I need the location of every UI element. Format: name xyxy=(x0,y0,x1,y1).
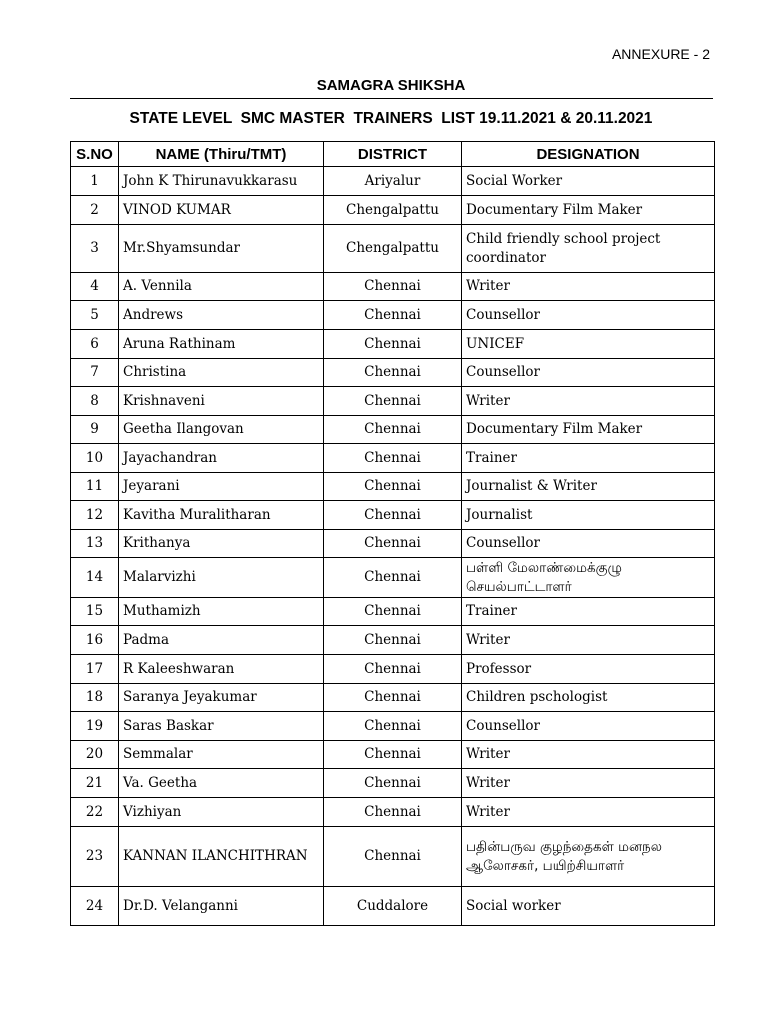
sno-cell: 16 xyxy=(71,626,119,655)
district-cell: Chennai xyxy=(324,530,462,558)
table-row xyxy=(71,225,715,273)
district-cell: Cuddalore xyxy=(324,887,462,926)
column-header-name: NAME (Thiru/TMT) xyxy=(119,142,324,167)
name-cell: Saras Baskar xyxy=(119,712,324,741)
table-row xyxy=(71,167,715,196)
sno-cell: 10 xyxy=(71,444,119,473)
designation-cell: Writer xyxy=(462,741,715,769)
table-row xyxy=(71,558,715,598)
district-cell: Ariyalur xyxy=(324,167,462,196)
table-row xyxy=(71,598,715,626)
sno-cell: 24 xyxy=(71,887,119,926)
name-cell: R Kaleeshwaran xyxy=(119,655,324,684)
column-header-sno: S.NO xyxy=(71,142,119,167)
designation-cell: Child friendly school project coordinator xyxy=(462,225,715,273)
name-cell: Va. Geetha xyxy=(119,769,324,798)
designation-cell: Writer xyxy=(462,273,715,301)
sno-cell: 21 xyxy=(71,769,119,798)
sno-cell: 18 xyxy=(71,684,119,712)
sno-cell: 4 xyxy=(71,273,119,301)
name-cell: Geetha Ilangovan xyxy=(119,416,324,444)
name-cell: Saranya Jeyakumar xyxy=(119,684,324,712)
sno-cell: 6 xyxy=(71,330,119,359)
district-cell: Chennai xyxy=(324,473,462,501)
table-row xyxy=(71,684,715,712)
district-cell: Chengalpattu xyxy=(324,196,462,225)
sno-cell: 12 xyxy=(71,501,119,530)
table-row xyxy=(71,473,715,501)
table-row xyxy=(71,444,715,473)
sno-cell: 19 xyxy=(71,712,119,741)
name-cell: Malarvizhi xyxy=(119,558,324,598)
designation-cell: Trainer xyxy=(462,598,715,626)
annexure-label: ANNEXURE - 2 xyxy=(611,46,710,62)
table-row xyxy=(71,887,715,926)
district-cell: Chennai xyxy=(324,769,462,798)
district-cell: Chennai xyxy=(324,273,462,301)
designation-cell: Counsellor xyxy=(462,530,715,558)
name-cell: Krishnaveni xyxy=(119,387,324,416)
organization-title: SAMAGRA SHIKSHA xyxy=(316,77,466,94)
district-cell: Chennai xyxy=(324,301,462,330)
table-row xyxy=(71,741,715,769)
district-cell: Chennai xyxy=(324,684,462,712)
sno-cell: 23 xyxy=(71,827,119,887)
sno-cell: 22 xyxy=(71,798,119,827)
table-row xyxy=(71,330,715,359)
designation-cell: Documentary Film Maker xyxy=(462,416,715,444)
designation-cell: Writer xyxy=(462,769,715,798)
name-cell: Jayachandran xyxy=(119,444,324,473)
designation-cell: Journalist & Writer xyxy=(462,473,715,501)
name-cell: Vizhiyan xyxy=(119,798,324,827)
name-cell: KANNAN ILANCHITHRAN xyxy=(119,827,324,887)
table-row xyxy=(71,769,715,798)
name-cell: Christina xyxy=(119,359,324,387)
designation-cell: Writer xyxy=(462,387,715,416)
name-cell: Mr.Shyamsundar xyxy=(119,225,324,273)
sno-cell: 2 xyxy=(71,196,119,225)
column-header-district: DISTRICT xyxy=(324,142,462,167)
table-row xyxy=(71,501,715,530)
designation-cell: Trainer xyxy=(462,444,715,473)
district-cell: Chennai xyxy=(324,330,462,359)
table-body xyxy=(71,167,715,926)
district-cell: Chennai xyxy=(324,444,462,473)
sno-cell: 7 xyxy=(71,359,119,387)
table-row xyxy=(71,196,715,225)
name-cell: Aruna Rathinam xyxy=(119,330,324,359)
designation-cell: Social Worker xyxy=(462,167,715,196)
table-row xyxy=(71,273,715,301)
designation-cell: Counsellor xyxy=(462,712,715,741)
table-row xyxy=(71,827,715,887)
table-row xyxy=(71,416,715,444)
designation-cell: Journalist xyxy=(462,501,715,530)
sno-cell: 5 xyxy=(71,301,119,330)
name-cell: Jeyarani xyxy=(119,473,324,501)
table-row xyxy=(71,712,715,741)
column-header-designation: DESIGNATION xyxy=(462,142,715,167)
sno-cell: 11 xyxy=(71,473,119,501)
district-cell: Chennai xyxy=(324,359,462,387)
name-cell: Semmalar xyxy=(119,741,324,769)
designation-cell: Documentary Film Maker xyxy=(462,196,715,225)
district-cell: Chennai xyxy=(324,712,462,741)
designation-cell: Writer xyxy=(462,798,715,827)
designation-cell: Children pschologist xyxy=(462,684,715,712)
district-cell: Chennai xyxy=(324,798,462,827)
district-cell: Chennai xyxy=(324,558,462,598)
district-cell: Chennai xyxy=(324,827,462,887)
table-header-row xyxy=(71,142,715,167)
sno-cell: 14 xyxy=(71,558,119,598)
table-row xyxy=(71,798,715,827)
table-row xyxy=(71,626,715,655)
table-row xyxy=(71,530,715,558)
trainers-table xyxy=(70,141,715,926)
district-cell: Chennai xyxy=(324,598,462,626)
table-row xyxy=(71,359,715,387)
name-cell: Andrews xyxy=(119,301,324,330)
name-cell: Krithanya xyxy=(119,530,324,558)
district-cell: Chennai xyxy=(324,741,462,769)
district-cell: Chennai xyxy=(324,501,462,530)
sno-cell: 15 xyxy=(71,598,119,626)
sno-cell: 17 xyxy=(71,655,119,684)
designation-cell: Social worker xyxy=(462,887,715,926)
designation-cell: Counsellor xyxy=(462,301,715,330)
designation-cell: Professor xyxy=(462,655,715,684)
sno-cell: 20 xyxy=(71,741,119,769)
designation-cell: Counsellor xyxy=(462,359,715,387)
district-cell: Chennai xyxy=(324,655,462,684)
sno-cell: 3 xyxy=(71,225,119,273)
title-divider xyxy=(70,98,713,99)
name-cell: VINOD KUMAR xyxy=(119,196,324,225)
district-cell: Chennai xyxy=(324,387,462,416)
name-cell: Dr.D. Velanganni xyxy=(119,887,324,926)
name-cell: Padma xyxy=(119,626,324,655)
district-cell: Chengalpattu xyxy=(324,225,462,273)
table-row xyxy=(71,301,715,330)
sno-cell: 9 xyxy=(71,416,119,444)
sno-cell: 13 xyxy=(71,530,119,558)
name-cell: Kavitha Muralitharan xyxy=(119,501,324,530)
district-cell: Chennai xyxy=(324,626,462,655)
sno-cell: 1 xyxy=(71,167,119,196)
designation-cell: Writer xyxy=(462,626,715,655)
list-title: STATE LEVEL SMC MASTER TRAINERS LIST 19.11.2021 & 20.11.2021 xyxy=(129,110,653,127)
table-row xyxy=(71,387,715,416)
name-cell: A. Vennila xyxy=(119,273,324,301)
district-cell: Chennai xyxy=(324,416,462,444)
designation-cell: பள்ளி மேலாண்மைக்குழு செயல்பாட்டாளர் xyxy=(462,558,715,598)
name-cell: John K Thirunavukkarasu xyxy=(119,167,324,196)
table-row xyxy=(71,655,715,684)
designation-cell: பதின்பருவ குழந்தைகள் மனநல ஆலோசகர், பயிற்சியாளர் xyxy=(462,827,715,887)
designation-cell: UNICEF xyxy=(462,330,715,359)
sno-cell: 8 xyxy=(71,387,119,416)
name-cell: Muthamizh xyxy=(119,598,324,626)
